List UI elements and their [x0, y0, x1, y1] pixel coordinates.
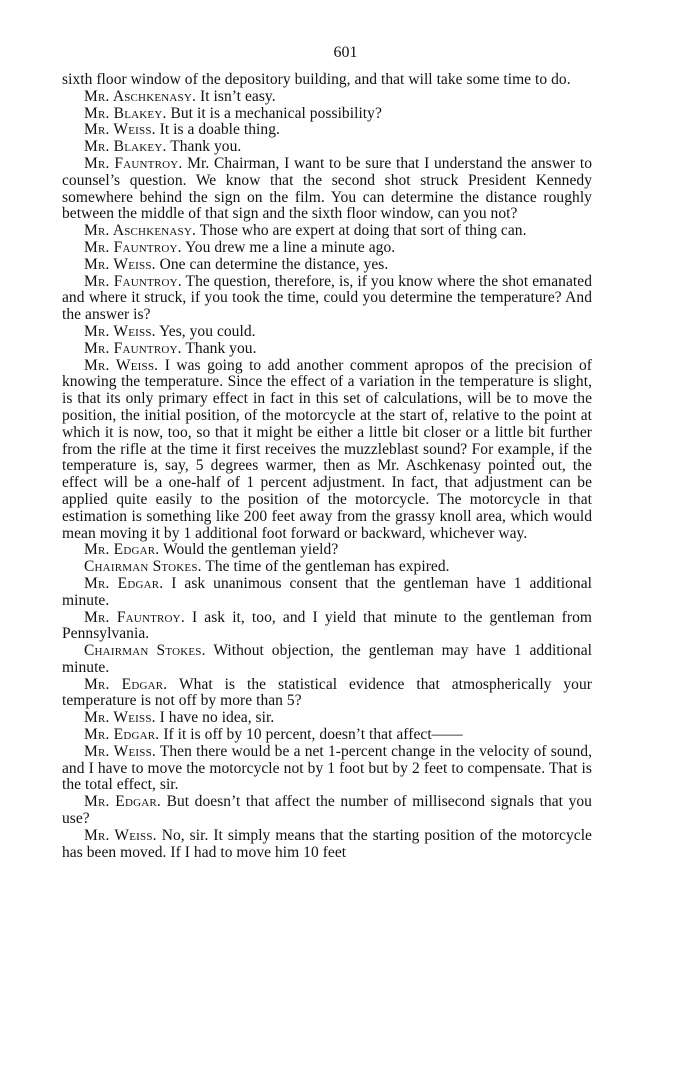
speaker-name: Mr. Blakey.	[84, 138, 167, 156]
transcript-paragraph	[62, 72, 592, 89]
speech-text: But doesn’t that affect the number of millisecond signals that you use?	[62, 793, 592, 828]
speaker-name: Mr. Aschkenasy.	[84, 87, 197, 105]
speaker-name: Mr. Weiss.	[84, 255, 156, 273]
speech-text: Yes, you could.	[155, 322, 256, 340]
transcript-paragraph	[62, 122, 592, 139]
transcript-paragraph	[62, 324, 592, 341]
speech-text: Those who are expert at doing that sort of thing can.	[196, 222, 527, 240]
speaker-name: Mr. Blakey.	[84, 104, 167, 122]
speech-text: Then there would be a net 1-percent change in the velocity of sound, and I have to move the motorcycle not by 1 foot but by 2 feet to compensate. That is the total effect, sir.	[62, 742, 592, 794]
transcript-paragraph	[62, 156, 592, 223]
speech-text: It isn’t easy.	[196, 87, 276, 105]
speech-text: But it is a mechanical possibility?	[166, 104, 382, 122]
speaker-name: Mr. Weiss.	[84, 709, 156, 727]
transcript-paragraph	[62, 559, 592, 576]
speaker-name: Chairman Stokes.	[84, 642, 206, 660]
transcript-paragraph	[62, 828, 592, 862]
speaker-name: Mr. Weiss.	[84, 121, 156, 139]
speech-text: The time of the gentleman has expired.	[201, 558, 450, 576]
speaker-name: Mr. Weiss.	[84, 742, 156, 760]
speech-text: I was going to add another comment apropos of the precision of knowing the temperature. Since the effect of a variation in the temperature is slight, is that its only primary effect in fact in this set of calculations, will be to move the position, the initial position, of the motorcycle at the start of, relative to the point at which it is now, too, so that it might be either a little bit closer or a little bit further from the rifle at the time it first receives the muzzleblast sound? For example, if the temperature is, say, 5 degrees warmer, then as Mr. Aschkenasy pointed out, the effect will be a one-half of 1 percent adjustment. In fact, that adjustment can be applied quite easily to the position of the motorcycle. The motorcycle in that estimation is something like 200 feet away from the grassy knoll area, which would mean moving it by 1 additional foot forward or backward, whichever way.	[62, 356, 593, 542]
speech-text: One can determine the distance, yes.	[155, 255, 389, 273]
page-number: 601	[333, 44, 358, 61]
transcript-paragraph	[62, 341, 592, 358]
transcript-paragraph	[62, 710, 592, 727]
speech-text: No, sir. It simply means that the starting position of the motorcycle has been moved. If I had to move him 10 feet	[62, 826, 592, 861]
transcript-paragraph	[62, 643, 592, 677]
transcript-body	[62, 72, 592, 861]
speaker-name: Chairman Stokes.	[84, 558, 202, 576]
speaker-name: Mr. Weiss.	[84, 826, 157, 844]
transcript-paragraph	[62, 576, 592, 610]
speaker-name: Mr. Fauntroy.	[84, 339, 182, 357]
speech-text: What is the statistical evidence that atmospherically your temperature is not off by more than 5?	[62, 675, 592, 710]
speaker-name: Mr. Edgar.	[84, 541, 160, 559]
transcript-paragraph	[62, 240, 592, 257]
transcript-paragraph	[62, 727, 592, 744]
speaker-name: Mr. Weiss.	[84, 356, 159, 374]
transcript-paragraph	[62, 274, 592, 324]
speaker-name: Mr. Edgar.	[84, 675, 168, 693]
speaker-name: Mr. Fauntroy.	[84, 608, 185, 626]
speech-text: You drew me a line a minute ago.	[181, 238, 396, 256]
speech-text: The question, therefore, is, if you know where the shot emanated and where it struck, if you took the time, could you determine the temperature? And the answer is?	[62, 272, 592, 324]
speaker-name: Mr. Fauntroy.	[84, 272, 182, 290]
speech-text: Thank you.	[166, 138, 242, 156]
speech-text: It is a doable thing.	[155, 121, 280, 139]
speech-text: Thank you.	[181, 339, 257, 357]
speaker-name: Mr. Fauntroy.	[84, 238, 182, 256]
speaker-name: Mr. Weiss.	[84, 322, 156, 340]
speaker-name: Mr. Aschkenasy.	[84, 222, 197, 240]
speech-text: sixth floor window of the depository building, and that will take some time to do.	[62, 71, 571, 88]
transcript-paragraph	[62, 139, 592, 156]
speaker-name: Mr. Edgar.	[84, 793, 162, 811]
transcript-paragraph	[62, 358, 592, 543]
transcript-paragraph	[62, 89, 592, 106]
speech-text: Would the gentleman yield?	[159, 541, 339, 559]
speech-text: I ask it, too, and I yield that minute to the gentleman from Pennsylvania.	[62, 608, 592, 643]
transcript-paragraph	[62, 542, 592, 559]
transcript-paragraph	[62, 610, 592, 644]
transcript-paragraph	[62, 794, 592, 828]
speaker-name: Mr. Edgar.	[84, 726, 160, 744]
speech-text: I have no idea, sir.	[155, 709, 275, 727]
transcript-paragraph	[62, 744, 592, 794]
transcript-paragraph	[62, 106, 592, 123]
speaker-name: Mr. Edgar.	[84, 574, 164, 592]
speech-text: If it is off by 10 percent, doesn’t that affect——	[159, 726, 463, 744]
speech-text: Mr. Chairman, I want to be sure that I understand the answer to counsel’s question. We know that the second shot struck President Kennedy somewhere behind the sign on the film. You can determine the distance roughly between the middle of that sign and the sixth floor window, can you not?	[62, 154, 592, 223]
speech-text: Without objection, the gentleman may have 1 additional minute.	[62, 642, 592, 676]
transcript-paragraph	[62, 257, 592, 274]
speaker-name: Mr. Fauntroy.	[84, 154, 183, 172]
transcript-paragraph	[62, 223, 592, 240]
speech-text: I ask unanimous consent that the gentleman have 1 additional minute.	[62, 574, 592, 609]
transcript-paragraph	[62, 677, 592, 711]
